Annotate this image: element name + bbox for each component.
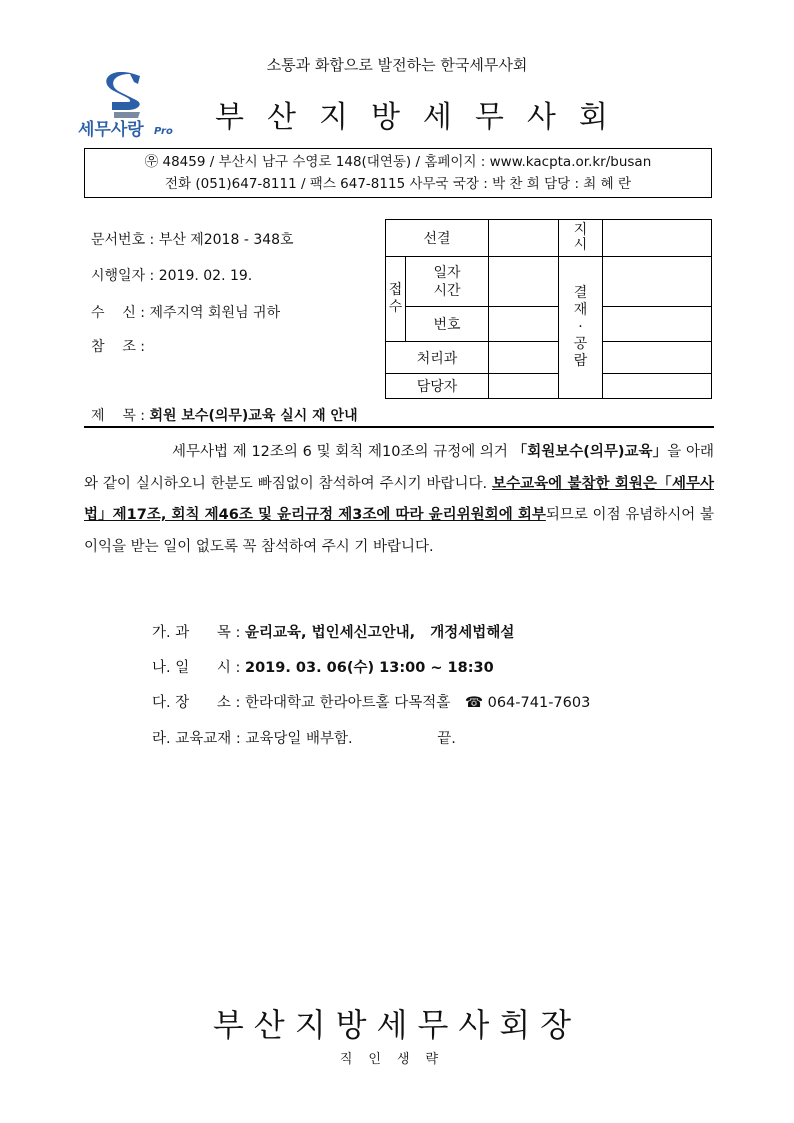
sender-title: 부산지방세무사회장 bbox=[212, 1006, 582, 1044]
end-mark: 끝. bbox=[437, 731, 456, 747]
instruction-cell bbox=[603, 220, 712, 257]
logo-badge: Pro bbox=[154, 126, 173, 137]
pre-approval-label: 선결 bbox=[386, 220, 489, 257]
subject-divider bbox=[84, 426, 714, 428]
course-label: 가. 과 목 : bbox=[152, 625, 241, 641]
body-paragraph bbox=[84, 437, 714, 563]
approval-label: 결 재 · 공 람 bbox=[559, 257, 603, 399]
body-part-3: 되므로 이점 유념하시어 불이익을 받는 일이 없도록 꼭 참석하여 주시 기 바랍니다. bbox=[84, 507, 714, 555]
body-part-2: 을 아래와 같이 실시하오니 한분도 빠짐없이 참석하여 주시기 바랍니다. bbox=[84, 444, 715, 492]
schedule-value: 2019. 03. 06(수) 13:00 ~ 18:30 bbox=[245, 660, 494, 676]
recipient: 제주지역 회원님 귀하 bbox=[149, 305, 281, 321]
schedule-label: 나. 일 시 : bbox=[152, 660, 241, 676]
datetime-cell bbox=[489, 257, 559, 307]
material-label: 라. 교육교재 : bbox=[152, 731, 241, 747]
logo-s-icon bbox=[78, 72, 188, 138]
recipient-label: 수 신 : bbox=[91, 305, 146, 321]
detail-date bbox=[152, 656, 494, 677]
subject-label: 제 목 : bbox=[91, 408, 146, 424]
detail-course bbox=[152, 621, 514, 642]
body-underline: 보수교육에 불참한 회원은「세무사법」제17조, 회칙 제46조 및 윤리규정 제3조에 따라 윤리위원회에 회부 bbox=[84, 475, 714, 523]
phone-icon: ☎ bbox=[464, 695, 483, 711]
issue-date: 2019. 02. 19. bbox=[158, 268, 253, 284]
subject-text: 회원 보수(의무)교육 실시 재 안내 bbox=[149, 408, 358, 424]
doc-number: 부산 제2018 - 348호 bbox=[158, 232, 294, 248]
logo-text: 세무사랑 bbox=[78, 120, 144, 138]
place-label: 다. 장 소 : bbox=[152, 695, 241, 711]
approval-cell-3 bbox=[603, 342, 712, 374]
date-label: 시행일자 : bbox=[91, 268, 155, 284]
reference-row bbox=[91, 336, 145, 356]
approval-cell-2 bbox=[603, 307, 712, 342]
subject-row bbox=[91, 405, 358, 425]
number-cell bbox=[489, 307, 559, 342]
pre-approval-cell bbox=[489, 220, 559, 257]
phone-value: 064-741-7603 bbox=[487, 695, 591, 711]
doc-number-label: 문서번호 : bbox=[91, 232, 155, 248]
contact-address: ㉾ 48459 / 부산시 남구 수영로 148(대연동) / 홈페이지 : www.kacpta.or.kr/busan bbox=[144, 154, 652, 170]
date-row bbox=[91, 265, 252, 285]
body-part-1: 세무사법 제 12조의 6 및 회칙 제10조의 규정에 의거 bbox=[172, 444, 513, 460]
logo bbox=[78, 72, 188, 138]
body-bold: 「회원보수(의무)교육」 bbox=[512, 444, 668, 460]
detail-place bbox=[152, 691, 590, 712]
datetime-label: 일자 시간 bbox=[406, 257, 489, 307]
dept-cell bbox=[489, 342, 559, 374]
receipt-label: 접 수 bbox=[386, 257, 406, 342]
manager-cell bbox=[489, 374, 559, 399]
slogan: 소통과 화합으로 발전하는 한국세무사회 bbox=[266, 56, 528, 74]
doc-number-row bbox=[91, 229, 294, 249]
approval-cell-1 bbox=[603, 257, 712, 307]
manager-label: 담당자 bbox=[386, 374, 489, 399]
approval-cell-4 bbox=[603, 374, 712, 399]
recipient-row bbox=[91, 302, 280, 322]
seal-omitted-note: 직인생략 bbox=[339, 1052, 455, 1067]
org-title: 부산지방세무사회 bbox=[215, 100, 631, 135]
course-value: 윤리교육, 법인세신고안내, 개정세법해설 bbox=[245, 625, 515, 641]
place-value: 한라대학교 한라아트홀 다목적홀 bbox=[245, 695, 451, 711]
dept-label: 처리과 bbox=[386, 342, 489, 374]
detail-material bbox=[152, 727, 456, 748]
contact-box bbox=[84, 148, 712, 198]
instruction-label: 지 시 bbox=[559, 220, 603, 257]
material-value: 교육당일 배부함. bbox=[245, 731, 353, 747]
reference-label: 참 조 : bbox=[91, 339, 146, 355]
approval-table bbox=[385, 219, 712, 399]
contact-phone: 전화 (051)647-8111 / 팩스 647-8115 사무국 국장 : 박 찬 희 담당 : 최 혜 란 bbox=[164, 176, 631, 192]
number-label: 번호 bbox=[406, 307, 489, 342]
